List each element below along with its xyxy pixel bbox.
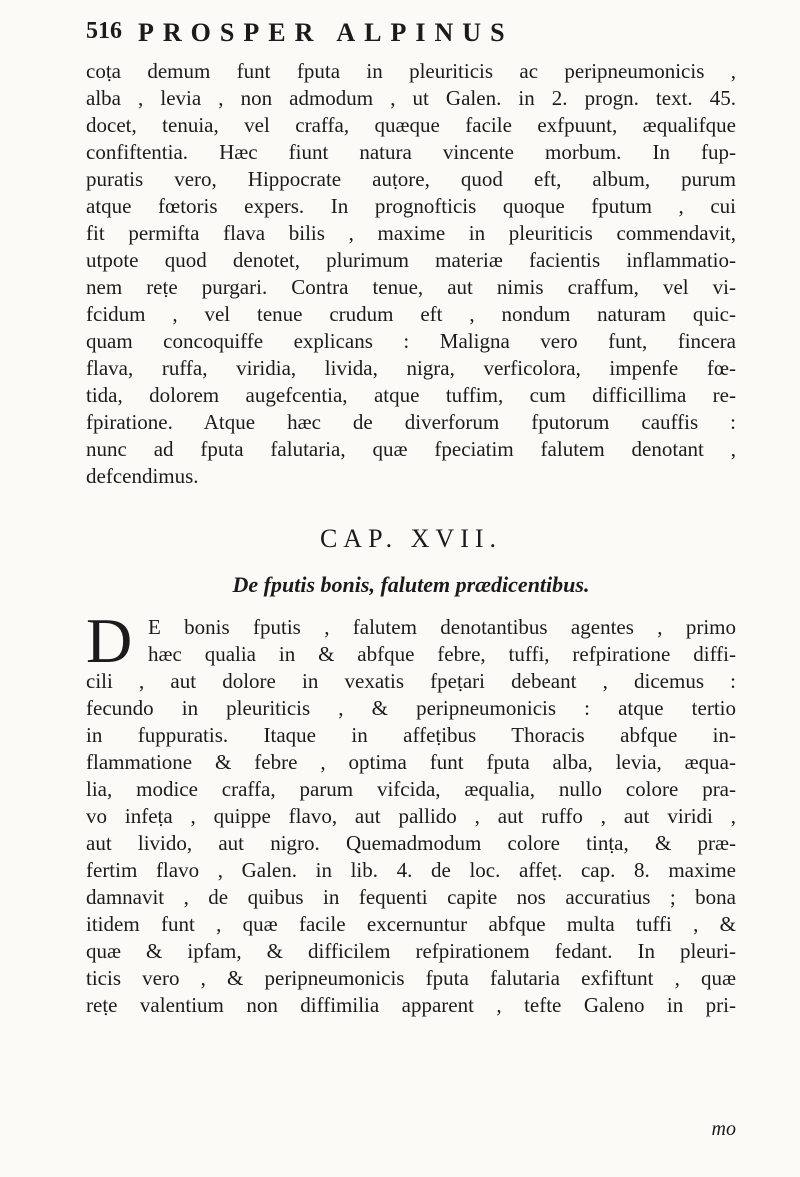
paragraph-2 — [86, 605, 736, 1019]
text-line: flammatione & febre , optima funt fputa alba, levia, æqua- — [86, 750, 736, 774]
text-line: tida, dolorem augefcentia, atque tuffim, cum difficillima re- — [86, 383, 736, 407]
text-line: coṭa demum funt fputa in pleuriticis ac peripneumonicis , — [86, 59, 736, 83]
text-line: aut livido, aut nigro. Quemadmodum colore tinṭa, & præ- — [86, 831, 736, 855]
text-line: vo infeṭa , quippe flavo, aut pallido , aut ruffo , aut viridi , — [86, 804, 736, 828]
running-head: PROSPER ALPINUS — [138, 18, 514, 47]
text-line: nem reṭe purgari. Contra tenue, aut nimis craffum, vel vi- — [86, 275, 736, 299]
chapter-title: CAP. XVII. — [319, 524, 503, 553]
paragraph-1 — [86, 58, 736, 490]
text-line: quam concoquiffe explicans : Maligna vero funt, fincera — [86, 329, 736, 353]
text-line: quæ & ipfam, & difficilem refpirationem fedant. In pleuri- — [86, 939, 736, 963]
chapter-subtitle: De fputis bonis, falutem prædicentibus. — [232, 572, 590, 597]
page-number: 516 — [86, 18, 122, 44]
text-line: E bonis fputis , falutem denotantibus agentes , primo — [148, 615, 736, 639]
text-line: alba , levia , non admodum , ut Galen. in 2. progn. text. 45. — [86, 86, 736, 110]
text-line: fertim flavo , Galen. in lib. 4. de loc. affeṭ. cap. 8. maxime — [86, 858, 736, 882]
text-line: fit permifta flava bilis , maxime in pleuriticis commendavit, — [86, 221, 736, 245]
text-line: ticis vero , & peripneumonicis fputa falutaria exfiftunt , quæ — [86, 966, 736, 990]
text-line: cili , aut dolore in vexatis fpeṭari debeant , dicemus : — [86, 669, 736, 693]
drop-cap: D — [86, 605, 133, 676]
text-line: lia, modice craffa, parum vifcida, æqualia, nullo colore pra- — [86, 777, 736, 801]
text-line: fecundo in pleuriticis , & peripneumonicis : atque tertio — [86, 696, 736, 720]
text-line: nunc ad fputa falutaria, quæ fpeciatim falutem denotant , — [86, 437, 736, 461]
text-line: reṭe valentium non diffimilia apparent , tefte Galeno in pri- — [86, 993, 736, 1017]
text-line: in fuppuratis. Itaque in affeṭibus Thoracis abfque in- — [86, 723, 736, 747]
page-header — [86, 18, 736, 58]
text-line: damnavit , de quibus in fequenti capite nos accuratius ; bona — [86, 885, 736, 909]
text-line: puratis vero, Hippocrate auṭore, quod eft, album, purum — [86, 167, 736, 191]
text-line: flava, ruffa, viridia, livida, nigra, verficolora, impenfe fœ- — [86, 356, 736, 380]
text-line: itidem funt , quæ facile excernuntur abfque multa tuffi , & — [86, 912, 736, 936]
catchword: mo — [711, 1118, 736, 1140]
text-line: confiftentia. Hæc fiunt natura vincente morbum. In fup- — [86, 140, 736, 164]
text-line: defcendimus. — [86, 464, 199, 488]
text-line: fpiratione. Atque hæc de diverforum fputorum cauffis : — [86, 410, 736, 434]
text-line: docet, tenuia, vel craffa, quæque facile exfpuunt, æqualifque — [86, 113, 736, 137]
text-line: utpote quod denotet, plurimum materiæ facientis inflammatio- — [86, 248, 736, 272]
text-line: fcidum , vel tenue crudum eft , nondum naturam quic- — [86, 302, 736, 326]
text-line: hæc qualia in & abfque febre, tuffi, refpiratione diffi- — [148, 642, 736, 666]
text-line: atque fœtoris expers. In prognofticis quoque fputum , cui — [86, 194, 736, 218]
